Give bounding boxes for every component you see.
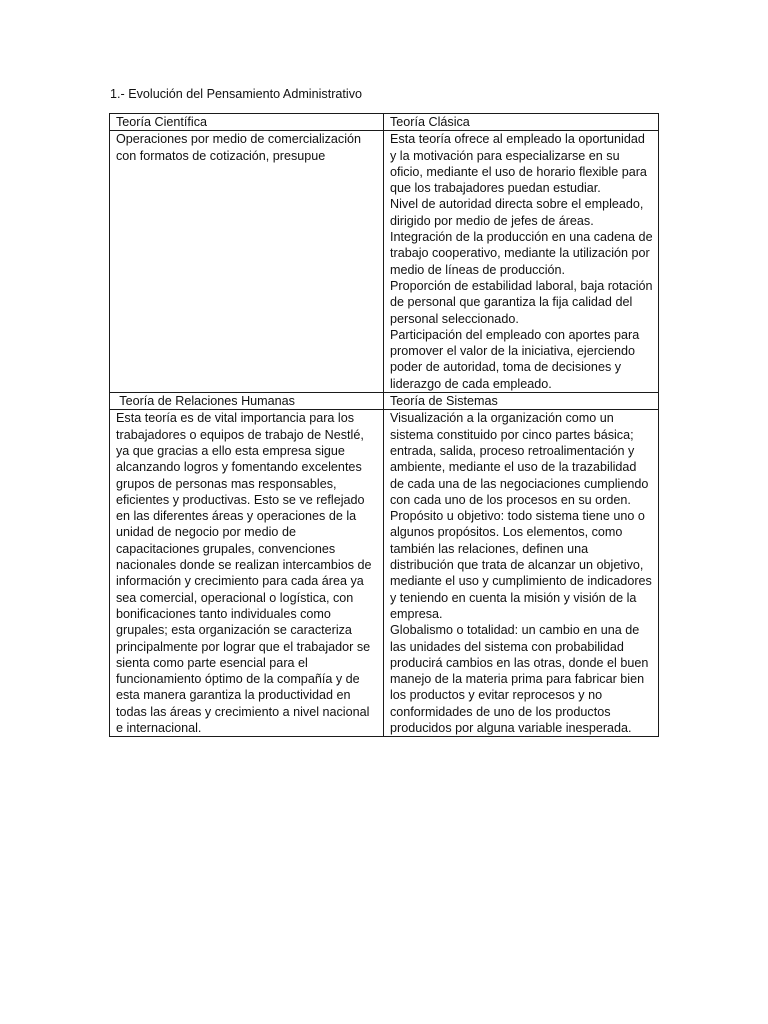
cell-paragraph: Propósito u objetivo: todo sistema tiene uno o algunos propósitos. Los elementos, como también las relaciones, definen una distribución que trata de alcanzar un objetivo, mediante el uso y cumplimiento de indicadores y teniendo en cuenta la misión y visión de la empresa. bbox=[390, 509, 652, 621]
table-row bbox=[110, 114, 659, 131]
header-teoria-clasica: Teoría Clásica bbox=[384, 114, 659, 131]
table-row bbox=[110, 131, 659, 393]
cell-paragraph: Esta teoría ofrece al empleado la oportunidad y la motivación para especializarse en su oficio, mediante el uso de horario flexible para que los trabajadores puedan estudiar. bbox=[390, 132, 647, 196]
cell-paragraph: Nivel de autoridad directa sobre el empleado, dirigido por medio de jefes de áreas. bbox=[390, 197, 644, 228]
cell-paragraph: Esta teoría es de vital importancia para los trabajadores o equipos de trabajo de Nestlé, ya que gracias a ello esta empresa sigue alcanzando logros y fomentando excelentes grupos de personas mas responsables, eficientes y productivas. Esto se ve reflejado en las diferentes áreas y operaciones de la unidad de negocio por medio de capacitaciones grupales, convenciones nacionales donde se realizan intercambios de información y crecimiento para cada área ya sea comercial, operacional o logística, con bonificaciones tanto individuales como grupales; esta organización se caracteriza principalmente por lograr que el trabajador se sienta como parte esencial para el funcionamiento óptimo de la compañía y de esta manera garantiza la productividad en todas las áreas y crecimiento a nivel nacional e internacional. bbox=[116, 411, 372, 735]
cell-paragraph: Integración de la producción en una cadena de trabajo cooperativo, mediante la utilización por medio de líneas de producción. bbox=[390, 230, 653, 277]
cell-paragraph: Participación del empleado con aportes para promover el valor de la iniciativa, ejerciendo poder de autoridad, toma de decisiones y liderazgo de cada empleado. bbox=[390, 327, 640, 391]
table-row bbox=[110, 393, 659, 410]
header-teoria-sistemas: Teoría de Sistemas bbox=[384, 393, 659, 410]
cell-paragraph: Globalismo o totalidad: un cambio en una de las unidades del sistema con probabilidad producirá cambios en las otras, donde el buen manejo de la materia prima para fabricar bien los productos y evitar reprocesos y no conformidades de uno de los productos producidos por alguna variable inesperada. bbox=[390, 623, 649, 735]
cell-teoria-relaciones-humanas bbox=[110, 410, 384, 737]
cell-paragraph: Visualización a la organización como un sistema constituido por cinco partes básica; entrada, salida, proceso retroalimentación y ambiente, mediante el uso de la trazabilidad de cada una de las negociaciones cumpliendo con cada uno de los procesos en su orden. bbox=[390, 411, 649, 507]
cell-teoria-cientifica bbox=[110, 131, 384, 393]
cell-teoria-sistemas bbox=[384, 410, 659, 737]
cell-paragraph: Proporción de estabilidad laboral, baja rotación de personal que garantiza la fija calidad del personal seleccionado. bbox=[390, 278, 653, 326]
header-teoria-relaciones-humanas: Teoría de Relaciones Humanas bbox=[110, 393, 384, 410]
header-teoria-cientifica: Teoría Científica bbox=[110, 114, 384, 131]
page-heading: 1.- Evolución del Pensamiento Administrativo bbox=[110, 87, 363, 101]
cell-paragraph: Operaciones por medio de comercialización con formatos de cotización, presupue bbox=[116, 132, 362, 163]
table-row bbox=[110, 410, 659, 737]
theory-table bbox=[109, 113, 659, 737]
cell-teoria-clasica bbox=[384, 131, 659, 393]
